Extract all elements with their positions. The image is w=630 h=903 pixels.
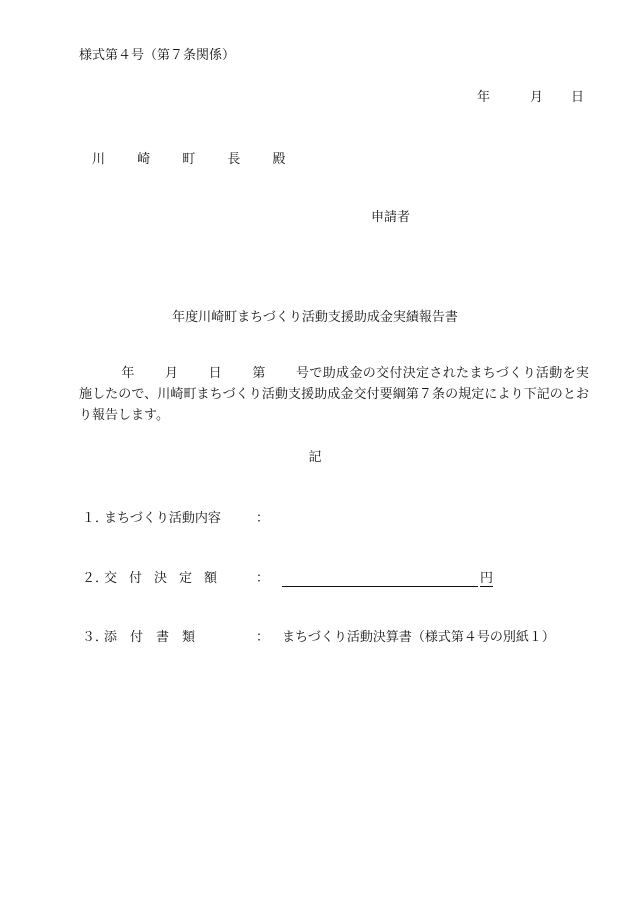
date-line: [477, 86, 584, 105]
body-day: 日: [208, 366, 223, 381]
body-dai: 第: [252, 366, 266, 381]
item-colon: ：: [256, 511, 270, 526]
item-number: ３．: [82, 630, 109, 645]
ki-heading: 記: [308, 450, 322, 465]
body-year: 年: [121, 366, 135, 381]
document-title: 年度川崎町まちづくり活動支援助成金実績報告書: [172, 310, 458, 325]
addressee: 川 崎 町 長 殿: [92, 152, 300, 167]
item-label: 添付書類: [104, 630, 209, 645]
item-value: まちづくり活動決算書（様式第４号の別紙１）: [282, 630, 555, 645]
date-day: 日: [570, 90, 584, 105]
amount-unit: 円: [480, 567, 493, 587]
report-body: [79, 363, 589, 426]
item-grant-amount: [82, 567, 493, 587]
date-month: 月: [529, 90, 543, 105]
item-label: 交付決定額: [104, 571, 230, 586]
item-activity-content: [82, 507, 282, 526]
item-colon: ：: [256, 630, 270, 645]
amount-blank-line: [282, 571, 478, 587]
applicant-label: 申請者: [371, 210, 411, 225]
item-colon: ：: [256, 571, 270, 586]
body-month: 月: [164, 366, 179, 381]
item-label: まちづくり活動内容: [104, 511, 221, 526]
body-text: 号で助成金の交付決定されたまちづくり活動を実施したので、川崎町まちづくり活動支援助成金交付要綱第７条の規定により下記のとおり報告します。: [79, 366, 589, 423]
date-year: 年: [476, 90, 490, 105]
item-attachments: [82, 626, 555, 645]
item-number: ２．: [82, 571, 109, 586]
item-number: １．: [82, 511, 109, 526]
form-number: 様式第４号（第７条関係）: [79, 48, 236, 63]
